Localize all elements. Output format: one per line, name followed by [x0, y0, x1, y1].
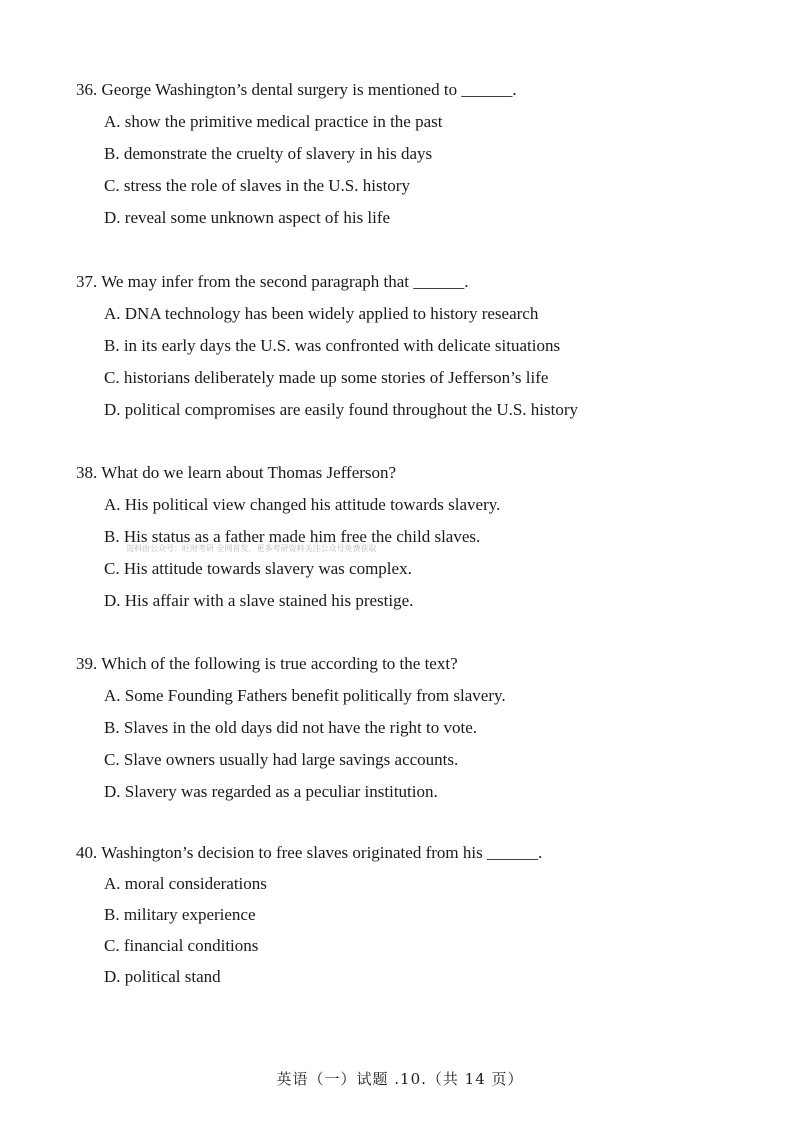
option-b: B. military experience	[104, 905, 256, 924]
question-stem: 39. Which of the following is true according to the text?	[76, 654, 458, 673]
option-d: D. political compromises are easily found throughout the U.S. history	[104, 400, 579, 419]
question-stem: 37. We may infer from the second paragraph that ______.	[76, 272, 469, 291]
option-d: D. political stand	[104, 967, 221, 986]
watermark-text: 资料由公众号：旺财考研 全网首发，更多考研资料关注公众号免费获取	[126, 544, 377, 553]
question-stem: 36. George Washington’s dental surgery is mentioned to ______.	[76, 80, 517, 99]
option-c: C. financial conditions	[104, 936, 259, 955]
page-footer: 英语（一）试题 .10.（共 14 页）	[276, 1070, 524, 1088]
option-c: C. stress the role of slaves in the U.S. history	[104, 176, 410, 195]
option-d: D. reveal some unknown aspect of his life	[104, 208, 391, 227]
option-b: B. demonstrate the cruelty of slavery in his days	[104, 144, 433, 163]
option-a: A. DNA technology has been widely applied to history research	[104, 304, 539, 323]
question-stem: 40. Washington’s decision to free slaves originated from his ______.	[76, 843, 543, 862]
option-b: B. His status as a father made him free the child slaves.	[104, 527, 481, 546]
option-a: A. show the primitive medical practice in the past	[104, 112, 443, 131]
option-b: B. Slaves in the old days did not have the right to vote.	[104, 718, 478, 737]
option-a: A. moral considerations	[104, 874, 267, 893]
question-stem: 38. What do we learn about Thomas Jefferson?	[76, 463, 397, 482]
option-d: D. Slavery was regarded as a peculiar institution.	[104, 782, 438, 801]
option-a: A. Some Founding Fathers benefit politically from slavery.	[104, 686, 506, 705]
option-d: D. His affair with a slave stained his prestige.	[104, 591, 414, 610]
option-b: B. in its early days the U.S. was confronted with delicate situations	[104, 336, 561, 355]
option-c: C. historians deliberately made up some stories of Jefferson’s life	[104, 368, 549, 387]
option-c: C. His attitude towards slavery was complex.	[104, 559, 412, 578]
option-a: A. His political view changed his attitude towards slavery.	[104, 495, 501, 514]
option-c: C. Slave owners usually had large savings accounts.	[104, 750, 459, 769]
